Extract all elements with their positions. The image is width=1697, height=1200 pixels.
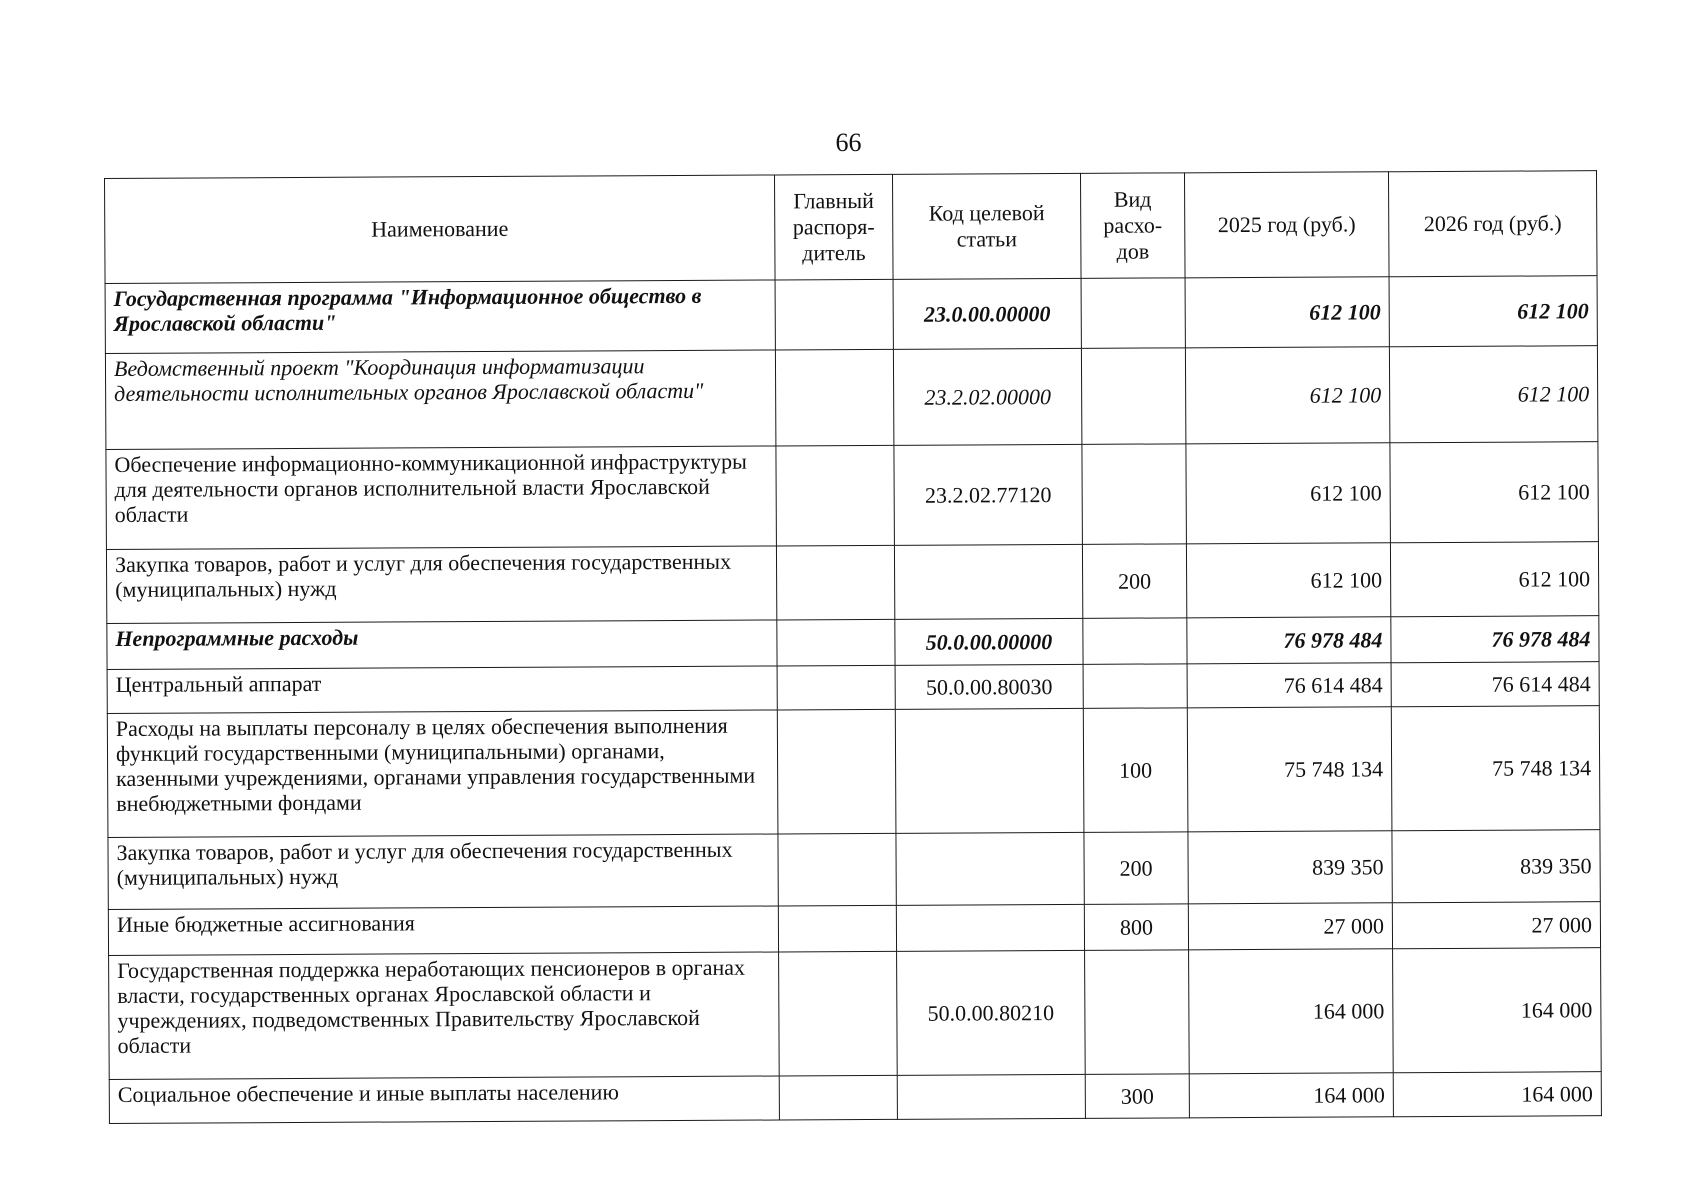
table-row xyxy=(108,830,1600,910)
row-code xyxy=(895,708,1084,833)
row-2026: 839 350 xyxy=(1392,830,1600,903)
row-manager xyxy=(776,545,894,620)
row-vid: 200 xyxy=(1082,544,1186,619)
row-2026: 612 100 xyxy=(1390,442,1599,543)
row-2025: 76 614 484 xyxy=(1187,663,1391,708)
row-manager xyxy=(777,665,895,710)
budget-table xyxy=(104,170,1602,1124)
row-name: Социальное обеспечение и иные выплаты населению xyxy=(109,1076,779,1124)
row-2026: 612 100 xyxy=(1389,346,1597,443)
row-name: Закупка товаров, работ и услуг для обеспечения государственных (муниципальных) нужд xyxy=(108,834,778,910)
row-2025: 164 000 xyxy=(1189,1073,1393,1118)
row-vid: 300 xyxy=(1085,1074,1189,1119)
row-code xyxy=(894,544,1082,619)
budget-table-container xyxy=(104,170,1601,1124)
row-2025: 612 100 xyxy=(1185,277,1389,348)
table-row xyxy=(107,706,1600,838)
table-row xyxy=(109,948,1602,1080)
row-name: Расходы на выплаты персоналу в целях обеспечения выполнения функций государственными (муниципальными) органами, казенными учреждениями, органами управления государственными внебюджетными фондами xyxy=(107,710,778,838)
row-2026: 164 000 xyxy=(1393,1072,1601,1117)
table-row xyxy=(105,346,1597,450)
row-2026: 76 978 484 xyxy=(1391,616,1599,663)
row-2025: 839 350 xyxy=(1188,831,1392,904)
row-2026: 164 000 xyxy=(1393,948,1602,1073)
row-2026: 75 748 134 xyxy=(1391,706,1600,831)
row-2025: 612 100 xyxy=(1186,543,1390,618)
row-code: 23.0.00.00000 xyxy=(893,278,1081,349)
row-2025: 76 978 484 xyxy=(1187,617,1391,664)
row-2025: 75 748 134 xyxy=(1187,707,1392,832)
row-vid: 800 xyxy=(1084,904,1188,951)
header-2025: 2025 год (руб.) xyxy=(1184,172,1389,278)
row-manager xyxy=(778,905,896,952)
table-row xyxy=(105,276,1597,354)
header-2026: 2026 год (руб.) xyxy=(1388,171,1597,277)
row-vid xyxy=(1083,618,1187,665)
row-code xyxy=(896,832,1084,905)
row-manager xyxy=(775,279,893,350)
row-vid xyxy=(1085,950,1190,1075)
row-2025: 27 000 xyxy=(1188,903,1392,950)
row-vid xyxy=(1083,664,1187,709)
header-code: Код целевой статьи xyxy=(892,173,1081,279)
header-name: Наименование xyxy=(105,175,776,284)
row-name: Центральный аппарат xyxy=(107,666,777,714)
row-vid xyxy=(1082,444,1187,545)
table-row xyxy=(108,902,1600,956)
row-manager xyxy=(777,619,895,666)
row-name: Закупка товаров, работ и услуг для обеспечения государственных (муниципальных) нужд xyxy=(106,546,776,624)
header-vid: Вид расхо-дов xyxy=(1080,173,1185,279)
row-2025: 164 000 xyxy=(1189,949,1394,1074)
row-manager xyxy=(779,951,898,1076)
table-row xyxy=(107,662,1599,714)
row-name: Обеспечение информационно-коммуникационной инфраструктуры для деятельности органов исполнительной власти Ярославской области xyxy=(106,446,777,550)
row-2025: 612 100 xyxy=(1186,443,1391,544)
table-header-row xyxy=(105,171,1598,284)
row-manager xyxy=(775,349,894,446)
row-2026: 612 100 xyxy=(1390,542,1598,617)
row-manager xyxy=(778,833,896,906)
row-vid xyxy=(1081,348,1186,445)
row-vid: 100 xyxy=(1083,708,1188,833)
row-name: Иные бюджетные ассигнования xyxy=(108,906,778,956)
row-code: 50.0.00.80030 xyxy=(895,664,1083,709)
row-name: Государственная программа "Информационное общество в Ярославской области" xyxy=(105,280,775,354)
table-row xyxy=(109,1072,1601,1124)
row-2026: 612 100 xyxy=(1389,276,1597,347)
row-2025: 612 100 xyxy=(1185,347,1389,444)
header-manager: Главный распоря-дитель xyxy=(774,174,893,280)
table-row xyxy=(107,616,1599,670)
row-name: Непрограммные расходы xyxy=(107,620,777,670)
row-name: Государственная поддержка неработающих пенсионеров в органах власти, государственных органах Ярославской области и учреждениях, подведомственных Правительству Ярославской области xyxy=(109,952,780,1080)
row-vid: 200 xyxy=(1084,832,1188,905)
row-code xyxy=(897,1074,1085,1119)
row-code xyxy=(896,904,1084,951)
row-name: Ведомственный проект "Координация информатизации деятельности исполнительных органов Ярославской области" xyxy=(105,350,775,450)
row-code: 23.2.02.77120 xyxy=(894,444,1083,545)
row-manager xyxy=(777,709,896,834)
row-code: 23.2.02.00000 xyxy=(893,348,1082,445)
table-row xyxy=(106,442,1599,550)
row-vid xyxy=(1081,278,1185,349)
table-row xyxy=(106,542,1598,624)
row-manager xyxy=(779,1075,897,1120)
row-2026: 76 614 484 xyxy=(1391,662,1599,707)
page-number: 66 xyxy=(835,128,862,157)
row-code: 50.0.00.80210 xyxy=(897,950,1086,1075)
row-manager xyxy=(776,445,895,546)
row-code: 50.0.00.00000 xyxy=(895,618,1083,665)
row-2026: 27 000 xyxy=(1392,902,1600,949)
